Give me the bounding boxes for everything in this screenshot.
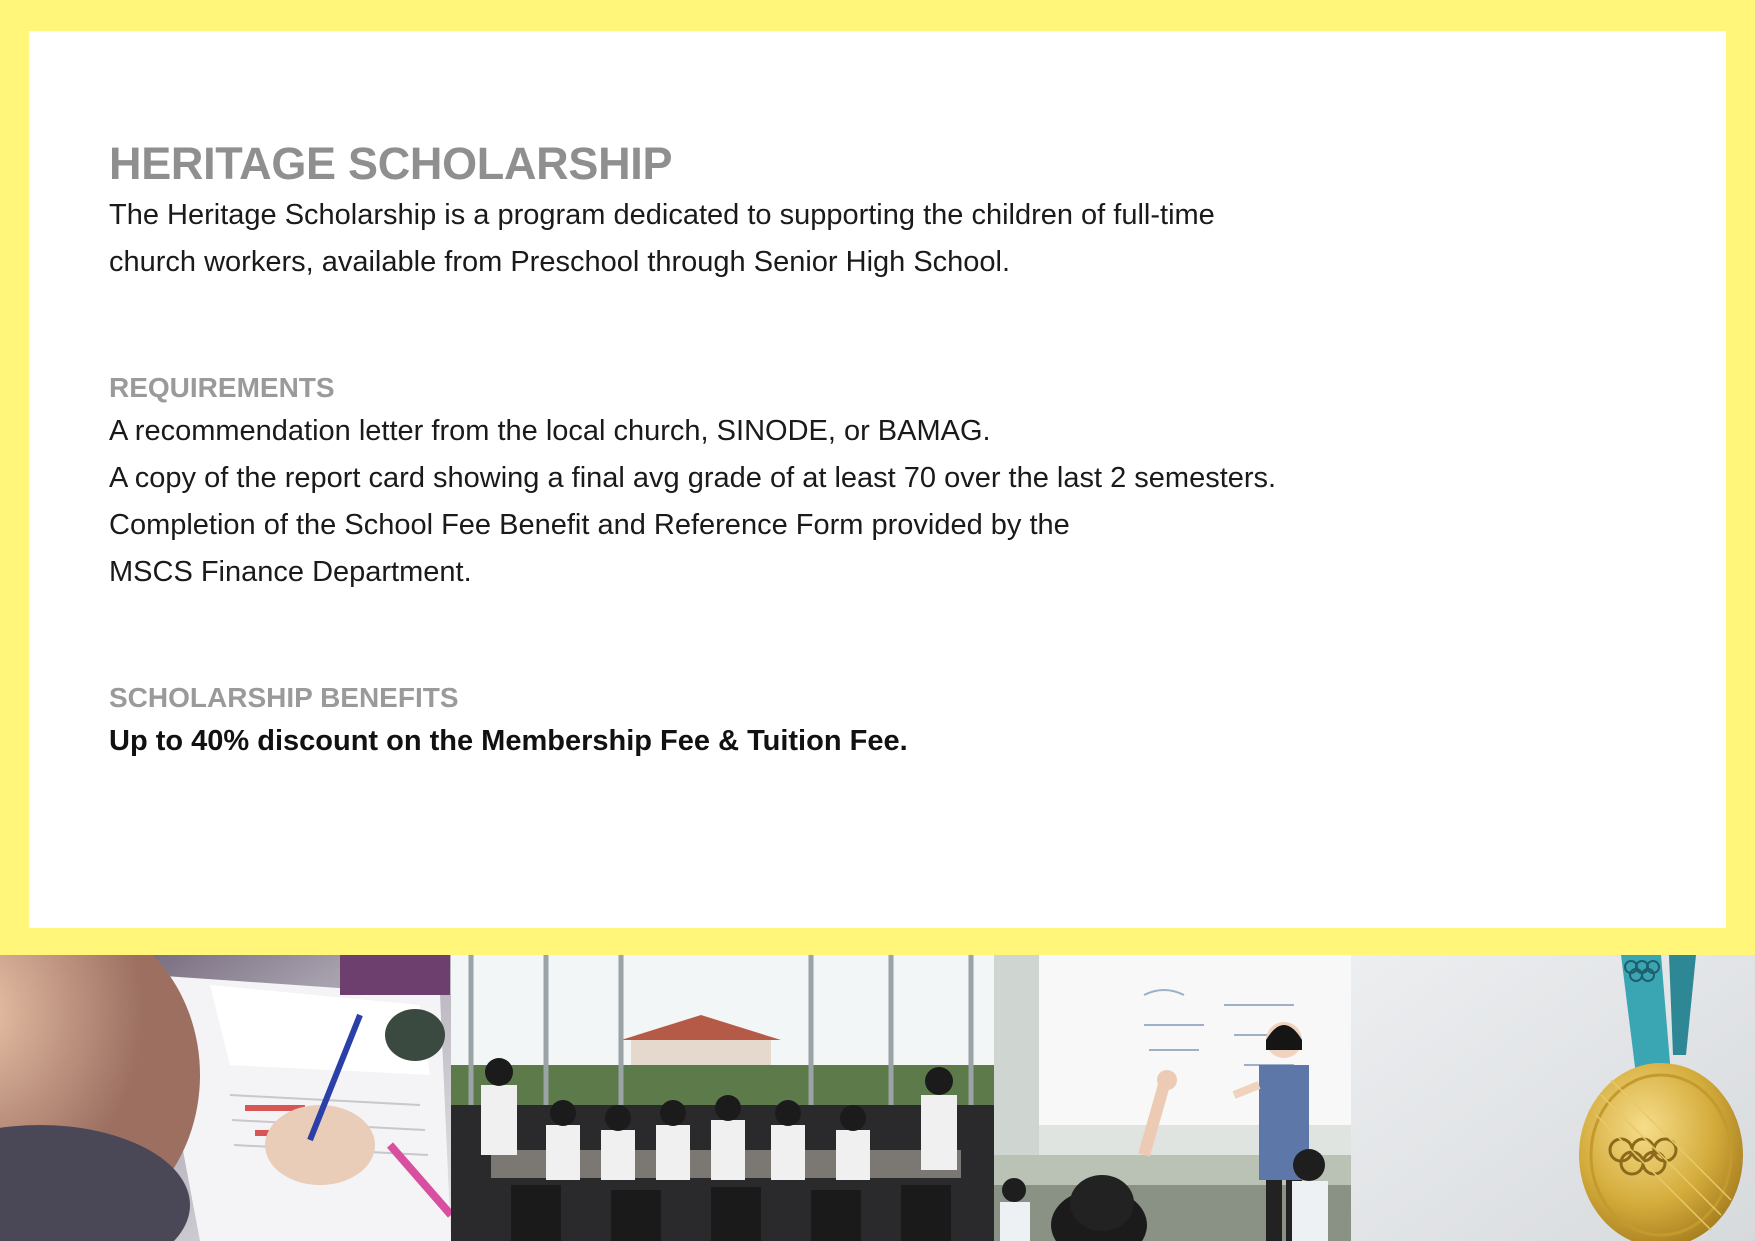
benefits-heading: SCHOLARSHIP BENEFITS xyxy=(109,682,459,713)
classroom-meeting-photo xyxy=(451,955,994,1241)
requirements-heading: REQUIREMENTS xyxy=(109,372,335,403)
gold-medal-photo xyxy=(1351,955,1755,1241)
scholarship-content xyxy=(109,136,1469,765)
content-card xyxy=(29,31,1726,928)
intro-paragraph xyxy=(109,192,1469,286)
requirement-item: A recommendation letter from the local church, SINODE, or BAMAG. xyxy=(109,415,991,447)
requirement-item: A copy of the report card showing a final avg grade of at least 70 over the last 2 semesters. xyxy=(109,462,1277,494)
intro-line: The Heritage Scholarship is a program dedicated to supporting the children of full-time xyxy=(109,199,1215,231)
requirements-section xyxy=(109,368,1469,596)
teacher-whiteboard-photo xyxy=(994,955,1351,1241)
benefits-section xyxy=(109,678,1469,765)
intro-line: church workers, available from Preschool through Senior High School. xyxy=(109,246,1011,278)
page-title: HERITAGE SCHOLARSHIP xyxy=(109,138,673,189)
student-writing-photo xyxy=(0,955,451,1241)
photo-strip xyxy=(0,955,1755,1241)
requirement-item: Completion of the School Fee Benefit and Reference Form provided by the xyxy=(109,509,1070,541)
requirement-item: MSCS Finance Department. xyxy=(109,556,472,588)
benefit-text: Up to 40% discount on the Membership Fee & Tuition Fee. xyxy=(109,725,908,757)
